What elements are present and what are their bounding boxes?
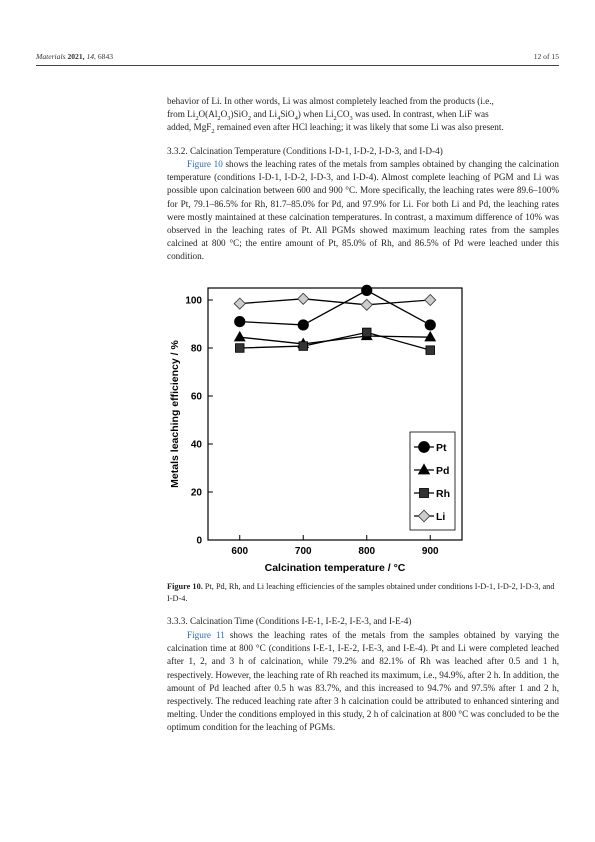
legend-label-rh: Rh <box>436 487 450 500</box>
section-3-3-3-paragraph <box>167 629 559 735</box>
y-tick-label: 80 <box>190 343 202 355</box>
journal-name: Materials <box>36 52 66 61</box>
figure-10-link[interactable]: Figure 10 <box>187 159 223 169</box>
data-point-pt <box>425 320 435 330</box>
y-tick-label: 0 <box>196 535 202 547</box>
series-line-li <box>240 299 431 305</box>
legend-label-pt: Pt <box>436 441 447 454</box>
series-line-rh <box>240 332 431 350</box>
journal-citation <box>36 52 113 61</box>
section-3-3-2-text: shows the leaching rates of the metals from samples obtained by changing the calcination temperature (conditions I-D-1, I-D-2, I-D-3, and I-D-4). Almost complete leaching of PGM and Li was possible upon calcination between 600 and 900 °C. More specifically, the leaching rates were 89.6–100% for Pt, 79.1–86.5% for Rh, 81.7–85.0% for Pd, and 97.9% for Li. For both Li and Pd, the leaching rates were mostly maintained at these calcination temperatures. In contrast, a maximum difference of 10% was observed in the leaching rates of Pt. All PGMs showed maximum leaching rates from the samples calcined at 800 °C; the entire amount of Pt, 85.0% of Rh, and 86.5% of Pd were leached under this condition. <box>167 159 559 262</box>
y-tick-label: 20 <box>190 487 202 499</box>
paragraph-continued <box>167 95 559 135</box>
x-axis-label: Calcination temperature / °C <box>264 562 406 574</box>
journal-volume: 14, <box>86 52 96 61</box>
x-tick-label: 900 <box>421 546 439 557</box>
legend-marker-rh <box>419 488 428 497</box>
legend-marker-pt <box>419 442 430 453</box>
y-tick-label: 100 <box>185 295 202 307</box>
data-point-li <box>425 294 436 305</box>
data-point-pd <box>235 332 246 341</box>
legend-label-pd: Pd <box>436 464 450 477</box>
x-tick-label: 600 <box>231 546 249 557</box>
data-point-rh <box>235 344 244 353</box>
y-tick-label: 40 <box>190 439 202 451</box>
para1-line2: from $Li_2O(Al_2O_3)SiO_2$ and $Li_4SiO_4$) when $Li_2CO_3$ was used. In contrast, when LiF was <box>167 109 489 123</box>
figure-caption-text: Pt, Pd, Rh, and Li leaching efficiencies of the samples obtained under conditions I-D-1, I-D-2, I-D-3, and I-D-4. <box>167 582 555 603</box>
x-tick-label: 800 <box>358 546 376 557</box>
data-point-pt <box>298 320 308 330</box>
section-heading-3-3-3: 3.3.3. Calcination Time (Conditions I-E-1, I-E-2, I-E-3, and I-E-4) <box>167 616 412 626</box>
y-axis-label: Metals leaching efficiency / % <box>169 340 181 488</box>
data-point-pd <box>425 332 436 341</box>
data-point-pt <box>235 316 245 326</box>
section-3-3-2-paragraph <box>167 158 559 264</box>
header-divider <box>36 65 559 66</box>
y-tick-label: 60 <box>190 391 202 403</box>
section-heading-3-3-2: 3.3.2. Calcination Temperature (Conditions I-D-1, I-D-2, I-D-3, and I-D-4) <box>167 146 443 156</box>
para1-line3: added, MgF$_2$ remained even after HCl leaching; it was likely that some Li was also present. <box>167 122 504 136</box>
figure-10-chart <box>0 280 595 580</box>
section-3-3-3-text: shows the leaching rates of the metals from the samples obtained by varying the calcination time at 800 °C (conditions I-E-1, I-E-2, I-E-3, and I-E-4). Pt and Li were completed leached after 1, 2, and 3 h of calcination, while 79.2% and 82.1% of Rh was leached after 0.5 and 1 h, respectively. However, the leaching rate of Rh reached its maximum, i.e., 94.9%, after 2 h. In addition, the amount of Pd leached after 0.5 h was 83.7%, and this increased to 94.7% and 97.5% after 1 and 2 h, respectively. The reduced leaching rate after 3 h calcination could be attributed to enhanced sintering and melting. Under the conditions employed in this study, 2 h of calcination at 800 °C was concluded to be the optimum condition for the leaching of PGMs. <box>167 630 559 733</box>
figure-10-caption <box>167 581 559 605</box>
journal-year: 2021, <box>67 52 85 61</box>
para1-line1: behavior of Li. In other words, Li was almost completely leached from the products (i.e., <box>167 96 494 106</box>
data-point-rh <box>362 328 371 337</box>
data-point-rh <box>426 346 435 355</box>
data-point-li <box>298 293 309 304</box>
data-point-rh <box>299 342 308 351</box>
figure-caption-label: Figure 10. <box>167 582 203 591</box>
series-line-pt <box>240 290 431 325</box>
article-number: 6843 <box>97 52 114 61</box>
data-point-li <box>234 298 245 309</box>
data-point-li <box>361 299 372 310</box>
x-tick-label: 700 <box>294 546 312 557</box>
data-point-pt <box>362 285 372 295</box>
legend-label-li: Li <box>436 510 446 523</box>
page-number: 12 of 15 <box>533 52 559 61</box>
figure-11-link[interactable]: Figure 11 <box>187 630 225 640</box>
